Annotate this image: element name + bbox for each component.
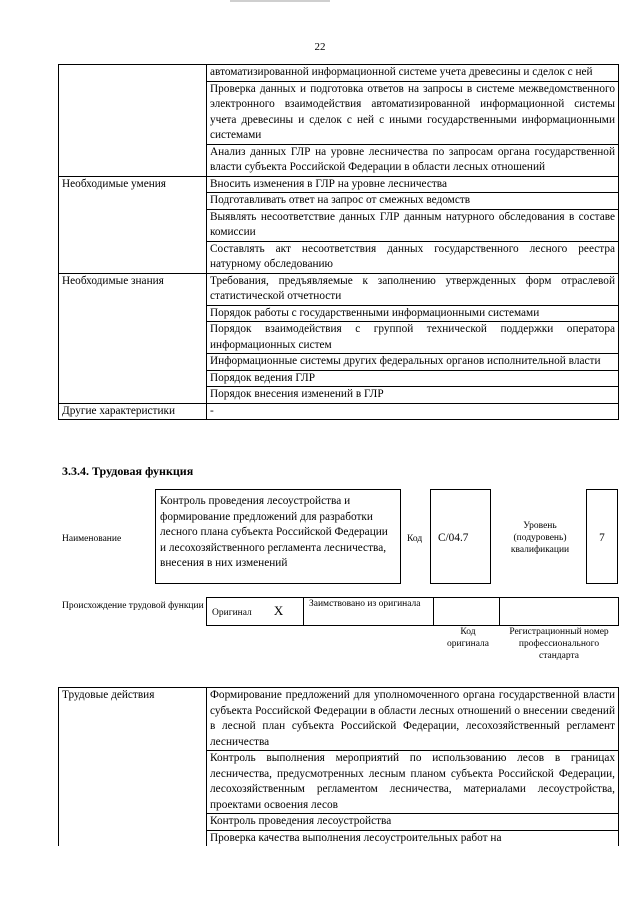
table-cell: Порядок взаимодействия с группой технической поддержки оператора информационных систем (207, 322, 619, 354)
table-cell: автоматизированной информационной системе учета древесины и сделок с ней (207, 65, 619, 82)
table-row (59, 688, 619, 751)
actions-table (58, 687, 619, 846)
table-row (59, 65, 619, 82)
table-row (59, 176, 619, 193)
table-cell: Анализ данных ГЛР на уровне лесничества по запросам органа государственной власти субъекта Российской Федерации в области лесных отношений (207, 144, 619, 176)
function-name-value: Контроль проведения лесоустройства и формирование предложений для разработки лесного плана субъекта Российской Федерации и лесохозяйственного регламента лесничества, внесения в них изменений (155, 489, 401, 584)
name-label: Наименование (62, 534, 122, 544)
page-number: 22 (314, 41, 326, 53)
table-cell: - (207, 403, 619, 420)
code-value: C/04.7 (430, 489, 491, 584)
origin-code-label: Код оригинала (447, 627, 489, 649)
row-label-skills: Необходимые умения (59, 176, 207, 273)
table-cell: Контроль проведения лесоустройства (207, 814, 619, 831)
table-cell: Подготавливать ответ на запрос от смежных ведомств (207, 193, 619, 210)
table-cell: Контроль выполнения мероприятий по использованию лесов в границах лесничества, предусмотренных лесным планом субъекта Российской Федерации, лесохозяйственным регламентом лесничества, материалами лесоустройства, проектами освоения лесов (207, 751, 619, 814)
row-label-actions: Трудовые действия (59, 688, 207, 847)
borrowed-label: Заимствовано из оригинала (304, 598, 434, 626)
level-value: 7 (586, 489, 618, 584)
row-label (59, 65, 207, 177)
code-label: Код (407, 534, 423, 544)
table-cell: Вносить изменения в ГЛР на уровне лесничества (207, 176, 619, 193)
table-cell: Требования, предъявляемые к заполнению утвержденных форм отраслевой статистической отчетности (207, 273, 619, 305)
original-mark: X (273, 602, 284, 618)
table-cell: Составлять акт несоответствия данных государственного лесного реестра натурному обследованию (207, 241, 619, 273)
table-cell: Выявлять несоответствие данных ГЛР данным натурного обследования в составе комиссии (207, 209, 619, 241)
level-label: Уровень (подуровень) квалификации (510, 521, 570, 555)
scan-top-edge (230, 0, 330, 2)
reg-number-cell (500, 598, 619, 626)
table-row (59, 273, 619, 305)
row-label-knowledge: Необходимые знания (59, 273, 207, 403)
original-cell (207, 598, 304, 626)
table-cell: Порядок работы с государственными информационными системами (207, 305, 619, 322)
table-row (207, 598, 619, 626)
table-cell: Проверка данных и подготовка ответов на запросы в системе межведомственного электронного взаимодействия автоматизированной информационной системы учета древесины и сделок с ней с иными государственными информационными системами (207, 81, 619, 144)
table-cell: Проверка качества выполнения лесоустроительных работ на (207, 830, 619, 846)
origin-label: Происхождение трудовой функции (62, 601, 204, 611)
skills-table (58, 64, 619, 420)
section-title: 3.3.4. Трудовая функция (62, 464, 194, 478)
table-row (59, 403, 619, 420)
table-cell: Информационные системы других федеральных органов исполнительной власти (207, 354, 619, 371)
origin-table (206, 597, 619, 626)
original-label: Оригинал (212, 607, 252, 618)
origin-code-cell (434, 598, 500, 626)
reg-number-label: Регистрационный номер профессионального стандарта (509, 627, 609, 661)
table-cell: Формирование предложений для уполномоченного органа государственной власти субъекта Российской Федерации в области лесных отношений о внесении сведений в лесной план субъекта Российской Федерации, лесохозяйственный регламент лесничества (207, 688, 619, 751)
table-cell: Порядок внесения изменений в ГЛР (207, 387, 619, 404)
row-label-other: Другие характеристики (59, 403, 207, 420)
table-cell: Порядок ведения ГЛР (207, 370, 619, 387)
